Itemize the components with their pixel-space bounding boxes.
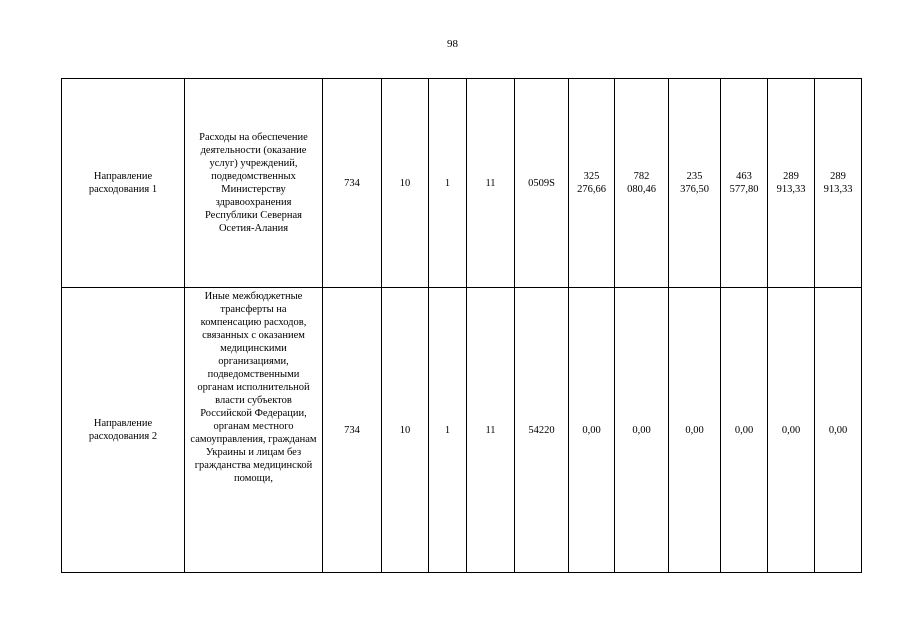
section-cell: 10 bbox=[382, 288, 429, 573]
target-cell: 0509S bbox=[515, 79, 569, 288]
amount-cell: 0,00 bbox=[815, 288, 862, 573]
table-row bbox=[62, 288, 862, 573]
amount-cell: 0,00 bbox=[669, 288, 721, 573]
subsection-cell: 1 bbox=[429, 288, 467, 573]
amount-cell: 289 913,33 bbox=[768, 79, 815, 288]
section-cell: 10 bbox=[382, 79, 429, 288]
amount-cell: 782 080,46 bbox=[615, 79, 669, 288]
direction-cell: Направление расходования 2 bbox=[62, 288, 185, 573]
amount-cell: 325 276,66 bbox=[569, 79, 615, 288]
program-cell: 11 bbox=[467, 79, 515, 288]
budget-table bbox=[61, 78, 862, 573]
description-cell: Иные межбюджетные трансферты на компенсацию расходов, связанных с оказанием медицинскими организациями, подведомственными органам исполнительной власти субъектов Российской Федерации, органам местного самоуправления, гражданам Украины и лицам без гражданства медицинской помощи, bbox=[185, 288, 323, 573]
page-number: 98 bbox=[447, 38, 458, 50]
amount-cell: 0,00 bbox=[569, 288, 615, 573]
direction-cell: Направление расходования 1 bbox=[62, 79, 185, 288]
amount-cell: 289 913,33 bbox=[815, 79, 862, 288]
description-cell: Расходы на обеспечение деятельности (оказание услуг) учреждений, подведомственных Министерству здравоохранения Республики Северная Осетия-Алания bbox=[185, 79, 323, 288]
table-row bbox=[62, 79, 862, 288]
grbs-cell: 734 bbox=[323, 288, 382, 573]
program-cell: 11 bbox=[467, 288, 515, 573]
target-cell: 54220 bbox=[515, 288, 569, 573]
subsection-cell: 1 bbox=[429, 79, 467, 288]
amount-cell: 0,00 bbox=[721, 288, 768, 573]
amount-cell: 463 577,80 bbox=[721, 79, 768, 288]
grbs-cell: 734 bbox=[323, 79, 382, 288]
amount-cell: 0,00 bbox=[615, 288, 669, 573]
amount-cell: 235 376,50 bbox=[669, 79, 721, 288]
amount-cell: 0,00 bbox=[768, 288, 815, 573]
